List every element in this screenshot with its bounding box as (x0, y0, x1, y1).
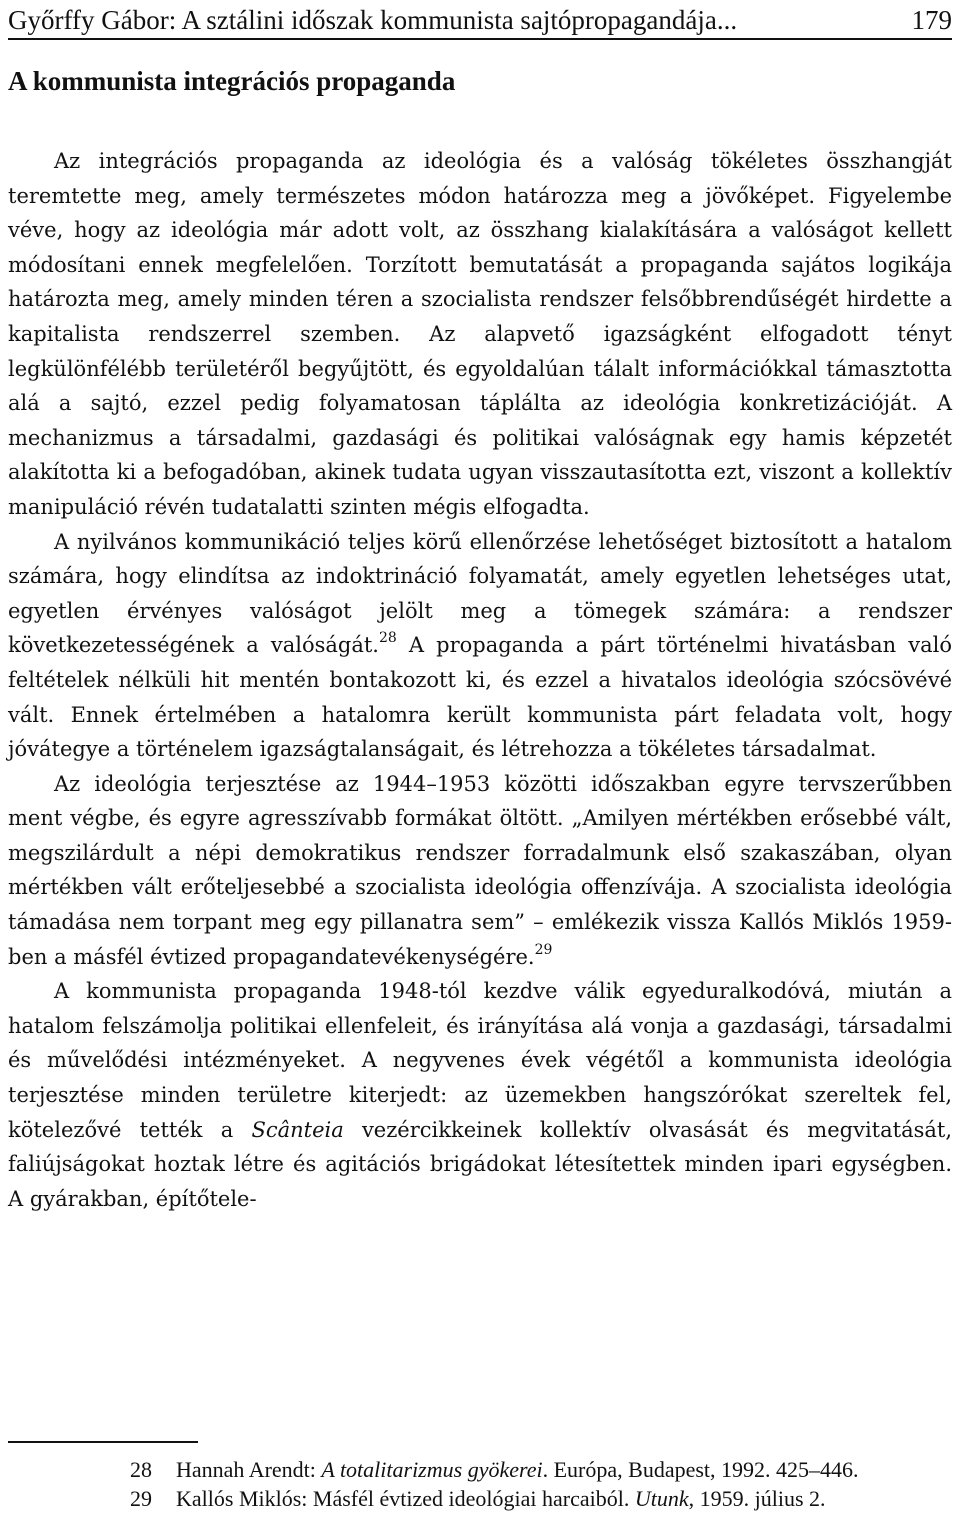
footnote-publication: . Európa, Budapest, 1992. 425–446. (542, 1457, 859, 1482)
paragraph-text: vezércikkeinek kollektív olvasását és megvitatását, faliújságokat hoztak létre és agitációs brigádokat létesítettek minden ipari egységben. A gyárakban, építőtele- (8, 1117, 953, 1211)
running-head (8, 0, 952, 40)
footnote-divider (8, 1441, 198, 1443)
page-number: 179 (911, 5, 952, 35)
footnote-text (176, 1484, 952, 1513)
paragraph-3 (8, 767, 952, 975)
section-title: A kommunista integrációs propaganda (8, 66, 456, 96)
footnote-number: 29 (130, 1486, 152, 1511)
footnote-number: 28 (130, 1457, 152, 1482)
footnote-text (176, 1455, 952, 1484)
paragraph-2 (8, 525, 952, 767)
paragraph-text: A nyilvános kommunikáció teljes körű ellenőrzése lehetőséget biztosított a hatalom számára, hogy elindítsa az indoktrináció folyamatát, amely egyetlen lehetséges utat, egyetlen érvényes valóságot jelölt meg a tömegek számára: a rendszer következetességének a valóságát. (8, 529, 952, 658)
newspaper-title: Scânteia (251, 1117, 344, 1142)
footnotes (130, 1455, 952, 1513)
paragraph-text: A propaganda a párt történelmi hivatásban való feltételek nélküli hit mentén bontakozott ki, és ezzel a hivatalos ideológia szócsövévé vált. Ennek értelmében a hatalomra került kommunista párt feladata volt, hogy jóvátegye a történelem igazságtalanságait, és létrehozza a tökéletes társadalmat. (8, 633, 952, 762)
book-title: A totalitarizmus gyökerei (321, 1457, 543, 1482)
footnote-publication: , 1959. július 2. (688, 1486, 826, 1511)
paragraph-1 (8, 144, 952, 525)
footnote-ref-29[interactable]: 29 (534, 941, 553, 958)
footnote-author: Hannah Arendt: (176, 1457, 322, 1482)
running-title: Győrffy Gábor: A sztálini időszak kommunista sajtópropagandája... (8, 5, 738, 35)
footnote-ref-28[interactable]: 28 (378, 630, 397, 647)
paragraph-text: Az integrációs propaganda az ideológia és a valóság tökéletes összhangját teremtette meg, amely természetes módon határozza meg a jövőképet. Figyelembe véve, hogy az ideológia már adott volt, az összhang kialakítására a valóságot kellett módosítani ennek megfelelően. Torzított bemutatását a propaganda sajátos logikája határozta meg, amely minden téren a szocialista rendszer felsőbbrendűségét hirdette a kapitalista rendszerrel szemben. Az alapvető igazságként elfogadott tényt legkülönfélébb területéről begyűjtött, és egyoldalúan tálalt információkkal támasztotta alá a sajtó, ezzel pedig folyamatosan táplálta az ideológia konkretizációját. A mechanizmus a társadalmi, gazdasági és politikai valóságnak egy hamis képzetét alakította ki a befogadóban, akinek tudata ugyan visszautasította ezt, viszont a kollektív manipuláció révén tudatalatti szinten mégis elfogadta. (8, 149, 952, 519)
paragraph-text: A kommunista propaganda 1948-tól kezdve válik egyeduralkodóvá, miután a hatalom felszámolja politikai ellenfeleit, és irányítása alá vonja a gazdasági, társadalmi és művelődési intézményeket. A negyvenes évek végétől a kommunista ideológia terjesztése minden területre kiterjedt: az üzemekben hangszórókat szereltek fel, kötelezővé tették a (8, 979, 952, 1142)
body-text (8, 144, 952, 1216)
paragraph-4 (8, 974, 952, 1216)
footnote-author: Kallós Miklós: Másfél évtized ideológiai harcaiból. (176, 1486, 635, 1511)
journal-title: Utunk (634, 1486, 689, 1511)
footnote-28 (130, 1455, 952, 1484)
footnote-29 (130, 1484, 952, 1513)
paragraph-text: Az ideológia terjesztése az 1944–1953 közötti időszakban egyre tervszerűbben ment végbe, és egyre agresszívabb formákat öltött. „Amilyen mértékben erősebbé vált, megszilárdult a népi demokratikus rendszer forradalmunk első szakaszában, olyan mértékben vált erőteljesebbé a szocialista ideológia offenzívája. A szocialista ideológia támadása nem torpant meg egy pillanatra sem” – emlékezik vissza Kallós Miklós 1959-ben a másfél évtized propagandatevékenységére. (8, 771, 952, 969)
